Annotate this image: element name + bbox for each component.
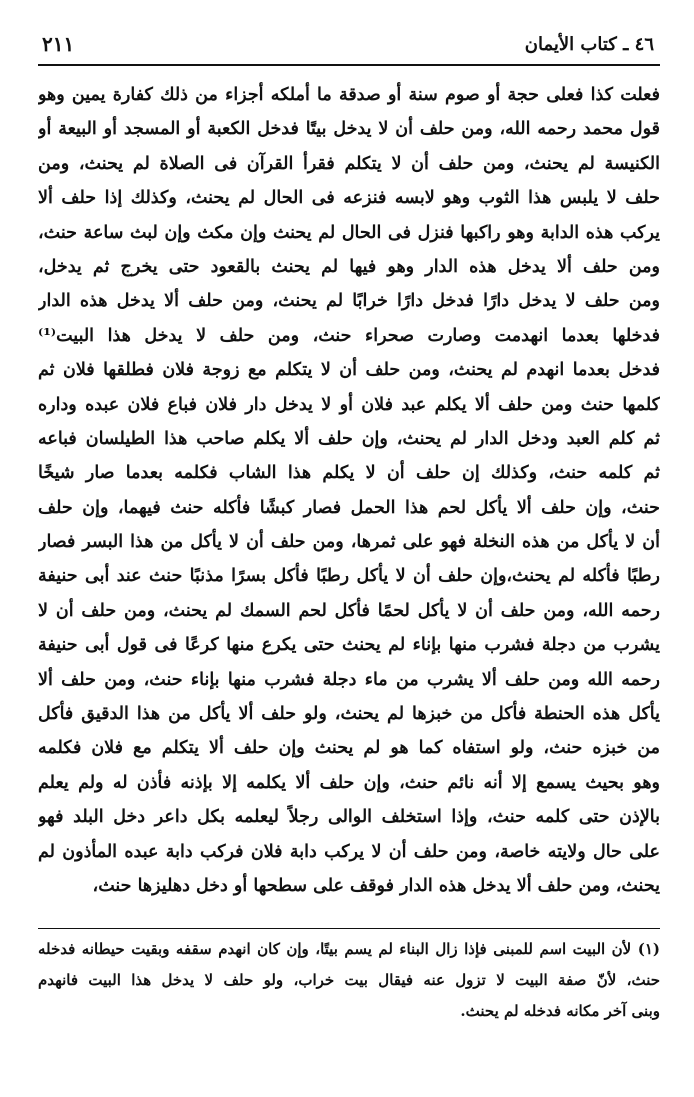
text-line: يأكل هذه الحنطة فأكل من خبزها لم يحنث، ولو حلف ألا يأكل من هذا الدقيق فأكل bbox=[38, 704, 660, 725]
text-line: يحنث، ومن حلف ألا يدخل هذه الدار فوقف على سطحها أو دخل دهليزها حنث، bbox=[92, 875, 660, 896]
text-line: رحمه الله ومن حلف ألا يشرب من ماء دجلة فشرب منها بإناء حنث، ومن حلف ألا bbox=[38, 669, 660, 690]
text-line: ومن حلف ألا يدخل هذه الدار وهو فيها لم يحنث بالقعود حتى يخرج ثم يدخل، bbox=[38, 256, 660, 277]
text-line: حلف لا يلبس هذا الثوب وهو لابسه فنزعه فى الحال لم يحنث، وكذلك إذا حلف ألا bbox=[38, 188, 660, 209]
text-line: فعلت كذا فعلى حجة أو صوم سنة أو صدقة ما أملكه أجزاء من ذلك كفارة يمين وهو bbox=[38, 85, 660, 105]
text-line: من خبزه حنث، ولو استفاه كما هو لم يحنث وإن حلف ألا يتكلم مع فلان فكلمه bbox=[38, 738, 660, 759]
footnote-rule bbox=[38, 928, 660, 929]
text-line: الكنيسة لم يحنث، ومن حلف أن لا يتكلم فقرأ القرآن فى الصلاة لم يحنث، ومن bbox=[38, 153, 660, 174]
text-line: يشرب من دجلة فشرب منها بإناء لم يحنث حتى يكرع منها كرعًا فى قول أبى حنيفة bbox=[38, 635, 660, 656]
page-number: ٢١١ bbox=[42, 32, 75, 56]
text-line: قول محمد رحمه الله، ومن حلف أن لا يدخل بيتًا فدخل الكعبة أو المسجد أو البيعة أو bbox=[38, 119, 660, 140]
footnote-line: (١) لأن البيت اسم للمبنى فإذا زال البناء لم يسم بيتًا، وإن كان انهدم سقفه وبقيت حيطانه فدخله bbox=[38, 940, 660, 958]
text-line: ثم كلمه حنث، وكذلك إن حلف أن لا يكلم هذا الشاب فكلمه بعدما صار شيخًا bbox=[38, 463, 660, 484]
text-line: يركب هذه الدابة وهو راكبها فنزل فى الحال لم يحنث وإن مكث وإن لبث ساعة حنث، bbox=[38, 222, 660, 243]
text-line: ومن حلف لا يدخل دارًا فدخل دارًا خرابًا لم يحنث، ومن حلف ألا يدخل هذه الدار bbox=[38, 291, 660, 312]
text-line: على حال ولايته خاصة، ومن حلف أن لا يركب دابة فلان فركب دابة عبده المأذون لم bbox=[38, 841, 660, 862]
text-line: كلمها حنث ومن حلف ألا يكلم عبد فلان أو لا يدخل دار فلان فباع فلان عبده وداره bbox=[38, 394, 660, 415]
text-line: ثم كلم العبد ودخل الدار لم يحنث، وإن حلف ألا يكلم صاحب هذا الطيلسان فباعه bbox=[38, 428, 660, 449]
text-line: رحمه الله، ومن حلف أن لا يأكل لحمًا فأكل لحم السمك لم يحنث، ومن حلف أن لا bbox=[38, 600, 660, 621]
text-line: فدخل بعدما انهدم لم يحنث، ومن حلف أن لا يتكلم مع زوجة فلان فطلقها فلان ثم bbox=[38, 360, 660, 381]
text-line: رطبًا فأكله لم يحنث،وإن حلف أن لا يأكل رطبًا فأكل بسرًا مذنبًا حنث عند أبى حنيفة bbox=[38, 566, 660, 587]
text-line: بالإذن حتى كلمه حنث، وإذا استخلف الوالى رجلاً ليعلمه بكل داعر دخل البلد فهو bbox=[38, 807, 660, 828]
page-header bbox=[38, 28, 658, 62]
footnote-line: وبنى آخر مكانه فدخله لم يحنث. bbox=[460, 1002, 660, 1020]
main-text bbox=[38, 78, 660, 903]
text-line: حنث، وإن حلف ألا يأكل لحم هذا الحمل فصار كبشًا فأكله حنث فيهما، وإن حلف bbox=[38, 497, 660, 518]
text-line: أن لا يأكل من هذه النخلة فهو على ثمرها، ومن حلف أن لا يأكل من هذا البسر فصار bbox=[38, 532, 660, 553]
text-line: وهو بحيث يسمع إلا أنه نائم حنث، وإن حلف ألا يكلمه إلا بإذنه فأذن له ولم يعلم bbox=[38, 772, 660, 793]
text-line: فدخلها بعدما انهدمت وصارت صحراء حنث، ومن حلف لا يدخل هذا البيت⁽¹⁾ bbox=[38, 325, 660, 346]
running-head: ٤٦ ـ كتاب الأيمان bbox=[524, 34, 654, 55]
header-rule bbox=[38, 64, 660, 66]
footnotes bbox=[38, 934, 660, 1027]
footnote-line: حنث، لأنّ صفة البيت لا تزول عنه فيقال بيت خراب، ولو حلف لا يدخل هذا البيت فانهدم bbox=[38, 971, 660, 989]
